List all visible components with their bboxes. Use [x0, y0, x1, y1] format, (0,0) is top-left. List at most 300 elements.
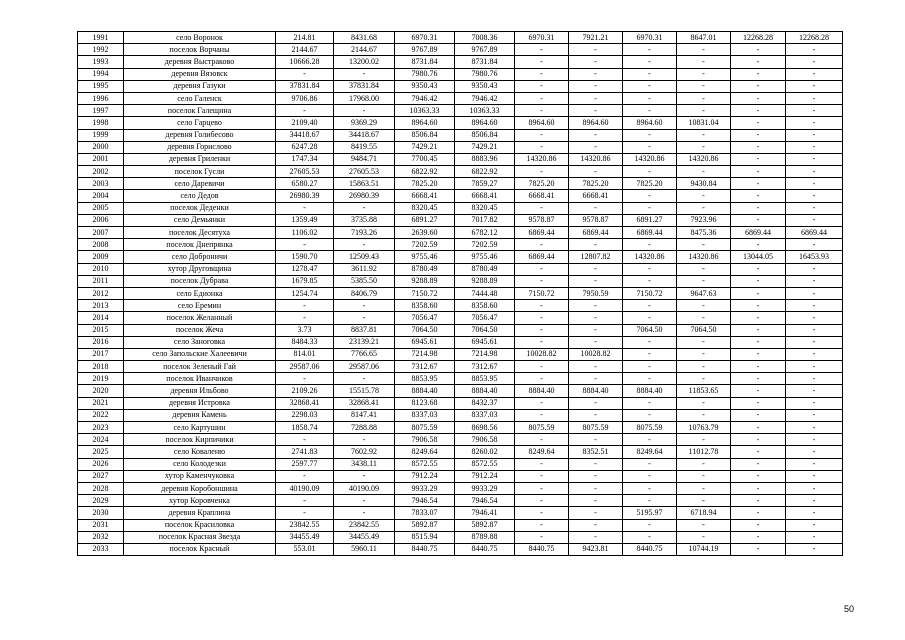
row-number-cell: 2007	[78, 227, 124, 239]
settlement-name-cell: поселок Ворчаны	[124, 44, 276, 56]
value-col-10-cell: -	[786, 361, 843, 373]
value-col-5-cell: -	[515, 361, 569, 373]
value-col-3-cell: 9933.29	[395, 482, 455, 494]
settlement-name-cell: поселок Иванчиков	[124, 373, 276, 385]
value-col-9-cell: -	[731, 190, 786, 202]
value-col-1-cell: -	[276, 470, 334, 482]
value-col-4-cell: 8358.60	[455, 300, 515, 312]
value-col-5-cell: -	[515, 92, 569, 104]
value-col-3-cell: 2639.60	[395, 227, 455, 239]
value-col-8-cell: -	[677, 80, 731, 92]
table-row	[78, 275, 843, 287]
value-col-6-cell: -	[569, 44, 623, 56]
value-col-8-cell: -	[677, 495, 731, 507]
value-col-8-cell: -	[677, 312, 731, 324]
value-col-9-cell: -	[731, 92, 786, 104]
value-col-9-cell: -	[731, 519, 786, 531]
value-col-8-cell: 11853.65	[677, 385, 731, 397]
value-col-5-cell: -	[515, 458, 569, 470]
value-col-6-cell: -	[569, 239, 623, 251]
value-col-1-cell: 27605.53	[276, 166, 334, 178]
value-col-5-cell: -	[515, 80, 569, 92]
row-number-cell: 2010	[78, 263, 124, 275]
value-col-4-cell: 10363.33	[455, 105, 515, 117]
value-col-10-cell: -	[786, 141, 843, 153]
table-row	[78, 300, 843, 312]
value-col-2-cell: 13200.02	[334, 56, 395, 68]
value-col-10-cell: -	[786, 56, 843, 68]
value-col-2-cell: 5960.11	[334, 543, 395, 555]
table-row	[78, 324, 843, 336]
value-col-8-cell: 9430.84	[677, 178, 731, 190]
value-col-9-cell: -	[731, 482, 786, 494]
row-number-cell: 2019	[78, 373, 124, 385]
value-col-8-cell: 8647.01	[677, 32, 731, 44]
value-col-7-cell: -	[623, 92, 677, 104]
value-col-2-cell: 7288.88	[334, 422, 395, 434]
value-col-1-cell: -	[276, 434, 334, 446]
row-number-cell: 2003	[78, 178, 124, 190]
value-col-9-cell: -	[731, 166, 786, 178]
table-row	[78, 166, 843, 178]
value-col-9-cell: -	[731, 470, 786, 482]
value-col-10-cell: -	[786, 482, 843, 494]
value-col-2-cell: 8406.79	[334, 287, 395, 299]
value-col-10-cell: -	[786, 300, 843, 312]
value-col-7-cell: 14320.86	[623, 251, 677, 263]
value-col-5-cell: -	[515, 312, 569, 324]
value-col-4-cell: 7429.21	[455, 141, 515, 153]
value-col-9-cell: -	[731, 531, 786, 543]
value-col-6-cell: -	[569, 482, 623, 494]
value-col-5-cell: 10028.82	[515, 348, 569, 360]
value-col-2-cell: 32868.41	[334, 397, 395, 409]
value-col-8-cell: 8475.36	[677, 227, 731, 239]
value-col-9-cell: -	[731, 239, 786, 251]
table-row	[78, 227, 843, 239]
value-col-4-cell: 6782.12	[455, 227, 515, 239]
value-col-1-cell: 2109.26	[276, 385, 334, 397]
value-col-1-cell: 8484.33	[276, 336, 334, 348]
data-table	[77, 31, 843, 556]
value-col-3-cell: 8337.03	[395, 409, 455, 421]
value-col-4-cell: 7312.67	[455, 361, 515, 373]
value-col-6-cell: 9423.81	[569, 543, 623, 555]
value-col-5-cell: -	[515, 434, 569, 446]
value-col-4-cell: 9288.89	[455, 275, 515, 287]
value-col-10-cell: -	[786, 190, 843, 202]
value-col-2-cell: 8147.41	[334, 409, 395, 421]
value-col-2-cell: -	[334, 312, 395, 324]
value-col-9-cell: -	[731, 495, 786, 507]
value-col-6-cell: -	[569, 361, 623, 373]
value-col-10-cell: -	[786, 324, 843, 336]
value-col-7-cell: -	[623, 519, 677, 531]
value-col-4-cell: 8432.37	[455, 397, 515, 409]
value-col-5-cell: 8440.75	[515, 543, 569, 555]
value-col-8-cell: -	[677, 348, 731, 360]
row-number-cell: 1996	[78, 92, 124, 104]
row-number-cell: 1995	[78, 80, 124, 92]
table-row	[78, 507, 843, 519]
row-number-cell: 2024	[78, 434, 124, 446]
settlement-name-cell: село Доброничи	[124, 251, 276, 263]
value-col-3-cell: 7202.59	[395, 239, 455, 251]
value-col-10-cell: -	[786, 92, 843, 104]
value-col-3-cell: 7064.50	[395, 324, 455, 336]
value-col-9-cell: -	[731, 68, 786, 80]
value-col-8-cell: 10744.19	[677, 543, 731, 555]
settlement-name-cell: хутор Каменчуковка	[124, 470, 276, 482]
value-col-3-cell: 9755.46	[395, 251, 455, 263]
value-col-1-cell: -	[276, 202, 334, 214]
row-number-cell: 2000	[78, 141, 124, 153]
value-col-1-cell: 29587.06	[276, 361, 334, 373]
value-col-3-cell: 8731.84	[395, 56, 455, 68]
table-row	[78, 263, 843, 275]
value-col-9-cell: -	[731, 153, 786, 165]
settlement-name-cell: поселок Галещина	[124, 105, 276, 117]
value-col-5-cell: -	[515, 470, 569, 482]
value-col-9-cell: -	[731, 446, 786, 458]
value-col-7-cell: -	[623, 470, 677, 482]
value-col-5-cell: -	[515, 495, 569, 507]
value-col-10-cell: -	[786, 312, 843, 324]
value-col-7-cell: -	[623, 239, 677, 251]
value-col-6-cell: 8352.51	[569, 446, 623, 458]
value-col-3-cell: 8075.59	[395, 422, 455, 434]
value-col-1-cell: 37831.84	[276, 80, 334, 92]
settlement-name-cell: поселок Красная Звезда	[124, 531, 276, 543]
value-col-4-cell: 8884.40	[455, 385, 515, 397]
value-col-5-cell: -	[515, 300, 569, 312]
table-row	[78, 80, 843, 92]
value-col-7-cell: -	[623, 361, 677, 373]
value-col-4-cell: 8789.88	[455, 531, 515, 543]
row-number-cell: 1993	[78, 56, 124, 68]
value-col-1-cell: -	[276, 373, 334, 385]
value-col-5-cell: -	[515, 409, 569, 421]
value-col-10-cell: -	[786, 105, 843, 117]
value-col-6-cell: -	[569, 141, 623, 153]
value-col-8-cell: -	[677, 202, 731, 214]
value-col-3-cell: 7980.76	[395, 68, 455, 80]
value-col-2-cell: 23139.21	[334, 336, 395, 348]
value-col-4-cell: 9767.89	[455, 44, 515, 56]
value-col-6-cell: 10028.82	[569, 348, 623, 360]
value-col-3-cell: 7429.21	[395, 141, 455, 153]
value-col-4-cell: 7906.58	[455, 434, 515, 446]
value-col-2-cell: 3735.88	[334, 214, 395, 226]
value-col-7-cell: -	[623, 105, 677, 117]
row-number-cell: 1992	[78, 44, 124, 56]
settlement-name-cell: село Запольские Халеевичи	[124, 348, 276, 360]
row-number-cell: 2012	[78, 287, 124, 299]
value-col-7-cell: -	[623, 68, 677, 80]
row-number-cell: 2027	[78, 470, 124, 482]
table-row	[78, 458, 843, 470]
value-col-3-cell: 7825.20	[395, 178, 455, 190]
table-row	[78, 495, 843, 507]
value-col-3-cell: 8249.64	[395, 446, 455, 458]
value-col-8-cell: 7923.96	[677, 214, 731, 226]
table-row	[78, 482, 843, 494]
value-col-10-cell: -	[786, 531, 843, 543]
row-number-cell: 1991	[78, 32, 124, 44]
table-row	[78, 361, 843, 373]
value-col-9-cell: -	[731, 117, 786, 129]
value-col-7-cell: 8884.40	[623, 385, 677, 397]
row-number-cell: 2014	[78, 312, 124, 324]
value-col-1-cell: 40190.09	[276, 482, 334, 494]
settlement-name-cell: поселок Гусли	[124, 166, 276, 178]
value-col-8-cell: -	[677, 141, 731, 153]
settlement-name-cell: село Даревичи	[124, 178, 276, 190]
value-col-10-cell: -	[786, 519, 843, 531]
value-col-1-cell: 2741.83	[276, 446, 334, 458]
table-row	[78, 178, 843, 190]
row-number-cell: 2008	[78, 239, 124, 251]
value-col-1-cell: 6580.27	[276, 178, 334, 190]
row-number-cell: 2029	[78, 495, 124, 507]
settlement-name-cell: село Галенск	[124, 92, 276, 104]
value-col-3-cell: 9767.89	[395, 44, 455, 56]
value-col-9-cell: -	[731, 275, 786, 287]
value-col-5-cell: 8075.59	[515, 422, 569, 434]
row-number-cell: 1994	[78, 68, 124, 80]
value-col-5-cell: -	[515, 56, 569, 68]
value-col-10-cell: -	[786, 80, 843, 92]
value-col-3-cell: 7056.47	[395, 312, 455, 324]
value-col-2-cell: 29587.06	[334, 361, 395, 373]
value-col-3-cell: 7700.45	[395, 153, 455, 165]
value-col-6-cell: -	[569, 531, 623, 543]
settlement-name-cell: село Гарцево	[124, 117, 276, 129]
value-col-6-cell: -	[569, 519, 623, 531]
value-col-9-cell: -	[731, 300, 786, 312]
value-col-7-cell: -	[623, 482, 677, 494]
row-number-cell: 2015	[78, 324, 124, 336]
value-col-4-cell: 8698.56	[455, 422, 515, 434]
table-row	[78, 519, 843, 531]
row-number-cell: 2016	[78, 336, 124, 348]
value-col-4-cell: 7946.54	[455, 495, 515, 507]
value-col-7-cell: -	[623, 531, 677, 543]
value-col-7-cell: -	[623, 80, 677, 92]
value-col-9-cell: 12268.28	[731, 32, 786, 44]
value-col-7-cell: -	[623, 348, 677, 360]
value-col-9-cell: -	[731, 287, 786, 299]
table-row	[78, 117, 843, 129]
row-number-cell: 2020	[78, 385, 124, 397]
settlement-name-cell: поселок Зеленый Гай	[124, 361, 276, 373]
value-col-6-cell: -	[569, 495, 623, 507]
value-col-7-cell: 8249.64	[623, 446, 677, 458]
value-col-9-cell: -	[731, 214, 786, 226]
value-col-1-cell: 34418.67	[276, 129, 334, 141]
value-col-3-cell: 6822.92	[395, 166, 455, 178]
value-col-1-cell: 1679.85	[276, 275, 334, 287]
settlement-name-cell: поселок Красный	[124, 543, 276, 555]
value-col-8-cell: -	[677, 373, 731, 385]
value-col-4-cell: 7008.36	[455, 32, 515, 44]
table-row	[78, 202, 843, 214]
value-col-2-cell: -	[334, 68, 395, 80]
value-col-4-cell: 8572.55	[455, 458, 515, 470]
value-col-7-cell: 8440.75	[623, 543, 677, 555]
value-col-4-cell: 7214.98	[455, 348, 515, 360]
table-row	[78, 190, 843, 202]
value-col-10-cell: -	[786, 495, 843, 507]
settlement-name-cell: поселок Жеча	[124, 324, 276, 336]
value-col-8-cell: -	[677, 56, 731, 68]
value-col-3-cell: 8780.49	[395, 263, 455, 275]
value-col-3-cell: 8123.68	[395, 397, 455, 409]
value-col-10-cell: -	[786, 470, 843, 482]
value-col-5-cell: -	[515, 531, 569, 543]
settlement-name-cell: поселок Деденки	[124, 202, 276, 214]
value-col-4-cell: 8883.96	[455, 153, 515, 165]
value-col-10-cell: -	[786, 68, 843, 80]
value-col-3-cell: 8572.55	[395, 458, 455, 470]
value-col-8-cell: -	[677, 275, 731, 287]
value-col-7-cell: -	[623, 434, 677, 446]
value-col-7-cell: -	[623, 300, 677, 312]
value-col-3-cell: 6970.31	[395, 32, 455, 44]
settlement-name-cell: село Едионка	[124, 287, 276, 299]
value-col-1-cell: 553.01	[276, 543, 334, 555]
value-col-2-cell: 3611.92	[334, 263, 395, 275]
row-number-cell: 2028	[78, 482, 124, 494]
value-col-7-cell: 6970.31	[623, 32, 677, 44]
value-col-5-cell: 14320.86	[515, 153, 569, 165]
value-col-4-cell: 7017.82	[455, 214, 515, 226]
value-col-3-cell: 8884.40	[395, 385, 455, 397]
value-col-3-cell: 7946.42	[395, 92, 455, 104]
value-col-2-cell: 9369.29	[334, 117, 395, 129]
value-col-9-cell: -	[731, 507, 786, 519]
value-col-1-cell: 9706.86	[276, 92, 334, 104]
settlement-name-cell: село Воронок	[124, 32, 276, 44]
value-col-1-cell: 1359.49	[276, 214, 334, 226]
row-number-cell: 2002	[78, 166, 124, 178]
value-col-3-cell: 5892.87	[395, 519, 455, 531]
value-col-10-cell: -	[786, 348, 843, 360]
settlement-name-cell: поселок Десятуха	[124, 227, 276, 239]
value-col-1-cell: 1106.02	[276, 227, 334, 239]
settlement-name-cell: село Колодезки	[124, 458, 276, 470]
value-col-10-cell: -	[786, 202, 843, 214]
value-col-8-cell: -	[677, 336, 731, 348]
value-col-7-cell: -	[623, 397, 677, 409]
value-col-6-cell: 6869.44	[569, 227, 623, 239]
settlement-name-cell: деревня Коробоншина	[124, 482, 276, 494]
value-col-6-cell: 7921.21	[569, 32, 623, 44]
value-col-10-cell: -	[786, 543, 843, 555]
value-col-2-cell: 27605.53	[334, 166, 395, 178]
table-row	[78, 141, 843, 153]
value-col-6-cell: 9578.87	[569, 214, 623, 226]
value-col-8-cell: -	[677, 361, 731, 373]
table-row	[78, 214, 843, 226]
value-col-10-cell: -	[786, 214, 843, 226]
row-number-cell: 1999	[78, 129, 124, 141]
value-col-6-cell: -	[569, 68, 623, 80]
value-col-2-cell: -	[334, 507, 395, 519]
value-col-4-cell: 8440.75	[455, 543, 515, 555]
table-row	[78, 129, 843, 141]
value-col-2-cell: -	[334, 105, 395, 117]
row-number-cell: 2030	[78, 507, 124, 519]
value-col-10-cell: -	[786, 409, 843, 421]
value-col-9-cell: -	[731, 336, 786, 348]
settlement-name-cell: деревня Вязовск	[124, 68, 276, 80]
value-col-4-cell: 7946.41	[455, 507, 515, 519]
value-col-9-cell: -	[731, 361, 786, 373]
value-col-8-cell: -	[677, 531, 731, 543]
value-col-6-cell: -	[569, 434, 623, 446]
value-col-10-cell: -	[786, 287, 843, 299]
row-number-cell: 2005	[78, 202, 124, 214]
value-col-8-cell: -	[677, 92, 731, 104]
settlement-name-cell: село Еремин	[124, 300, 276, 312]
table-row	[78, 32, 843, 44]
value-col-7-cell: -	[623, 458, 677, 470]
value-col-2-cell: 34455.49	[334, 531, 395, 543]
settlement-name-cell: деревня Краплина	[124, 507, 276, 519]
value-col-5-cell: -	[515, 275, 569, 287]
value-col-3-cell: 9350.43	[395, 80, 455, 92]
value-col-4-cell: 8320.45	[455, 202, 515, 214]
value-col-10-cell: -	[786, 129, 843, 141]
value-col-9-cell: -	[731, 458, 786, 470]
value-col-5-cell: -	[515, 141, 569, 153]
value-col-2-cell: 37831.84	[334, 80, 395, 92]
value-col-6-cell: -	[569, 336, 623, 348]
settlement-name-cell: поселок Дубрава	[124, 275, 276, 287]
value-col-2-cell: 8431.68	[334, 32, 395, 44]
value-col-9-cell: -	[731, 348, 786, 360]
value-col-6-cell: -	[569, 470, 623, 482]
value-col-10-cell: -	[786, 178, 843, 190]
settlement-name-cell: деревня Газуки	[124, 80, 276, 92]
value-col-4-cell: 9350.43	[455, 80, 515, 92]
settlement-name-cell: деревня Ильбово	[124, 385, 276, 397]
table-row	[78, 385, 843, 397]
value-col-9-cell: -	[731, 178, 786, 190]
row-number-cell: 2025	[78, 446, 124, 458]
row-number-cell: 2023	[78, 422, 124, 434]
value-col-9-cell: -	[731, 324, 786, 336]
value-col-5-cell: -	[515, 44, 569, 56]
value-col-7-cell: 14320.86	[623, 153, 677, 165]
value-col-1-cell: 1254.74	[276, 287, 334, 299]
value-col-6-cell: -	[569, 458, 623, 470]
value-col-5-cell: -	[515, 324, 569, 336]
value-col-6-cell: -	[569, 507, 623, 519]
value-col-2-cell: 17968.00	[334, 92, 395, 104]
value-col-8-cell: -	[677, 300, 731, 312]
table-body	[78, 32, 843, 556]
settlement-name-cell: деревня Гриленки	[124, 153, 276, 165]
value-col-8-cell: -	[677, 458, 731, 470]
value-col-1-cell: 2597.77	[276, 458, 334, 470]
value-col-4-cell: 8260.02	[455, 446, 515, 458]
value-col-8-cell: -	[677, 519, 731, 531]
value-col-6-cell: 6668.41	[569, 190, 623, 202]
row-number-cell: 2004	[78, 190, 124, 202]
value-col-5-cell: -	[515, 202, 569, 214]
